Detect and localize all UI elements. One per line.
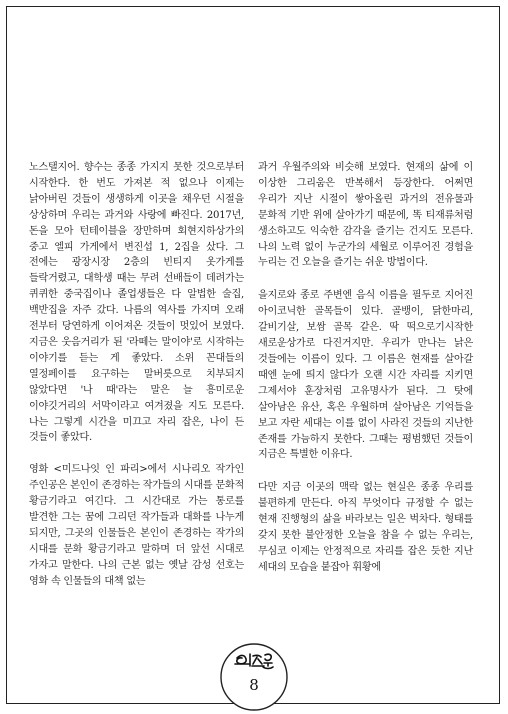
paragraph: 영화 <미드나잇 인 파리>에서 시나리오 작가인 주인공은 본인이 존경하는 작가들의 시대를 문화적 황금기라고 여긴다. 그 시간대로 가는 통로를 발견한 그는 꿈에 그리던 작가들과 대화를 나누게 되지만, 그곳의 인물들은 본인이 존경하는 작가의 시대를 문화 황금기라고 말하며 더 앞선 시대로 가자고 말한다. 나의 근본 없는 옛날 감성 선호는 영화 속 인물들의 대책 없는 (29, 464, 244, 587)
paragraph: 노스탤지어. 향수는 종종 가지지 못한 것으로부터 시작한다. 한 번도 가져본 적 없으나 이제는 낡아버린 것들이 생생하게 이곳을 채우던 시절을 상상하며 우리는 과거와 사랑에 빠진다. 2017년, 돈을 모아 턴테이블을 장만하며 회현지하상가의 중고 엘피 가게에서 변진섭 1, 2집을 샀다. 그 전에는 광장시장 2층의 빈티지 옷가게를 들락거렸고, 대학생 때는 무려 선배들이 데려가는 퀴퀴한 중국집이나 졸업생들은 다 알법한 술집, 백반집을 자주 갔다. 나름의 역사를 가지며 오래 전부터 당연하게 이어져온 것들이 멋있어 보였다. 지금은 웃음거리가 된 '라떼는 말이야'로 시작하는 이야기를 듣는 게 좋았다. 소위 꼰대들의 열정페이를 요구하는 말버릇으로 치부되지 않았다면 '나 때'라는 말은 늘 흥미로운 이야깃거리의 서막이라고 여겨졌을 지도 모른다. 나는 그렇게 시간을 미끄고 자리 잡은, 나이 든 것들이 좋았다. (29, 162, 244, 444)
page-number: 8 (249, 676, 259, 694)
left-text-column (29, 160, 244, 590)
page-badge (217, 640, 291, 714)
paragraph: 을지로와 종로 주변엔 음식 이름을 필두로 지어진 아이코닉한 골목들이 있다. 골뱅이, 닭한마리, 갈비기살, 보쌈 골목 같은. 딱 떡으로기시작한 새로운상가로 다진거지만. 우리가 만나는 낡은 것들에는 이름이 있다. 그 이름은 현재를 살아갈 때엔 눈에 띄지 않다가 오랜 시간 자리를 지키면 그제서야 훈장처럼 고유명사가 된다. 그 탓에 살아남은 유산, 혹은 우월하며 살아남은 기억들을 보고 자란 세대는 이를 없이 사라진 것들의 지난한 존재를 가늠하지 못한다. 그때는 평범했던 것들이 지금은 특별한 이유다. (258, 290, 473, 461)
paragraph: 다만 지금 이곳의 맥락 없는 현실은 종종 우리를 불편하게 만든다. 아직 무엇이다 규정할 수 없는 현재 진행형의 삶을 바라보는 일은 벅차다. 형태를 갖지 못한 불안정한 오늘을 참을 수 없는 우리는, 무심코 이제는 안정적으로 자리를 잡은 듯한 지난 세대의 모습을 붙잡아 휘황에 (258, 482, 473, 573)
paragraph: 과거 우월주의와 비슷해 보였다. 현재의 삶에 이 이상한 그리움은 반복해서 등장한다. 어쩌면 우리가 지난 시절이 쌓아올린 과거의 전유물과 문화적 기반 위에 살아가기 때문에, 똑 티재류처럼 생소하고도 익숙한 감각을 즐기는 건지도 모른다. 나의 노력 없이 누군가의 세월로 이루어진 경험을 누리는 건 오늘을 즐기는 쉬운 방법이다. (258, 162, 473, 269)
right-text-column (258, 160, 473, 576)
